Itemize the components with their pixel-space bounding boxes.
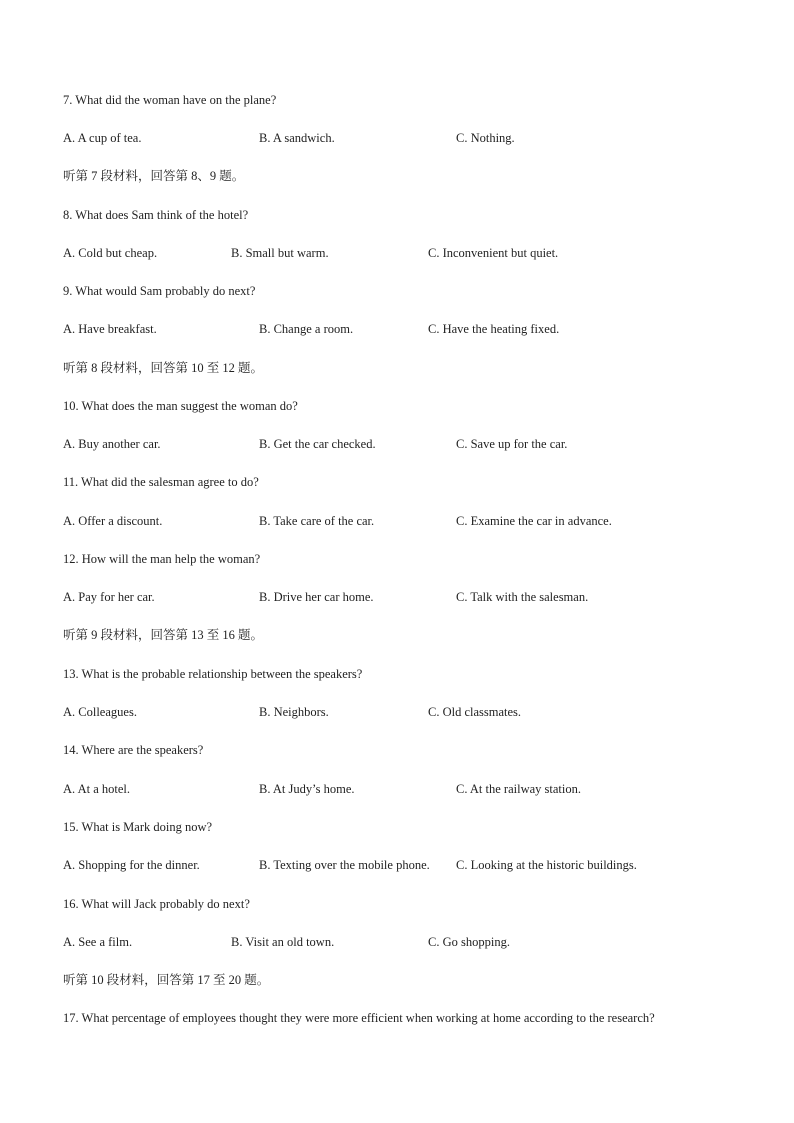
question-7: 7. What did the woman have on the plane?	[63, 93, 277, 107]
question-10: 10. What does the man suggest the woman do?	[63, 399, 298, 413]
option-c: C. Examine the car in advance.	[456, 514, 612, 528]
option-c: C. Have the heating fixed.	[428, 322, 560, 336]
option-c: C. At the railway station.	[456, 782, 581, 796]
option-b: B. At Judy’s home.	[259, 782, 355, 796]
section-instruction-8: 听第 8 段材料，回答第 10 至 12 题。	[63, 361, 264, 375]
option-a: A. A cup of tea.	[63, 131, 142, 145]
option-a: A. Offer a discount.	[63, 514, 163, 528]
question-16: 16. What will Jack probably do next?	[63, 897, 250, 911]
option-c: C. Save up for the car.	[456, 437, 568, 451]
section-instruction-10: 听第 10 段材料，回答第 17 至 20 题。	[63, 973, 270, 987]
option-a: A. Have breakfast.	[63, 322, 157, 336]
question-17: 17. What percentage of employees thought they were more efficient when working at home according to the research?	[63, 1011, 655, 1025]
option-c: C. Nothing.	[456, 131, 515, 145]
option-b: B. A sandwich.	[259, 131, 335, 145]
option-a: A. Cold but cheap.	[63, 246, 158, 260]
option-c: C. Go shopping.	[428, 935, 510, 949]
option-b: B. Small but warm.	[231, 246, 329, 260]
option-a: A. Buy another car.	[63, 437, 161, 451]
option-c: C. Inconvenient but quiet.	[428, 246, 559, 260]
option-b: B. Visit an old town.	[231, 935, 335, 949]
option-c: C. Talk with the salesman.	[456, 590, 589, 604]
section-instruction-7: 听第 7 段材料，回答第 8、9 题。	[63, 169, 245, 183]
option-a: A. At a hotel.	[63, 782, 131, 796]
section-instruction-9: 听第 9 段材料，回答第 13 至 16 题。	[63, 628, 264, 642]
option-a: A. Shopping for the dinner.	[63, 858, 200, 872]
question-15: 15. What is Mark doing now?	[63, 820, 213, 834]
option-b: B. Texting over the mobile phone.	[259, 858, 430, 872]
question-12: 12. How will the man help the woman?	[63, 552, 261, 566]
option-a: A. See a film.	[63, 935, 133, 949]
option-b: B. Neighbors.	[259, 705, 329, 719]
option-b: B. Change a room.	[259, 322, 354, 336]
question-14: 14. Where are the speakers?	[63, 743, 204, 757]
question-9: 9. What would Sam probably do next?	[63, 284, 256, 298]
question-13: 13. What is the probable relationship between the speakers?	[63, 667, 363, 681]
question-11: 11. What did the salesman agree to do?	[63, 475, 259, 489]
option-a: A. Pay for her car.	[63, 590, 155, 604]
option-b: B. Get the car checked.	[259, 437, 376, 451]
question-8: 8. What does Sam think of the hotel?	[63, 208, 249, 222]
option-a: A. Colleagues.	[63, 705, 137, 719]
option-c: C. Looking at the historic buildings.	[456, 858, 637, 872]
option-b: B. Take care of the car.	[259, 514, 375, 528]
option-c: C. Old classmates.	[428, 705, 522, 719]
option-b: B. Drive her car home.	[259, 590, 374, 604]
